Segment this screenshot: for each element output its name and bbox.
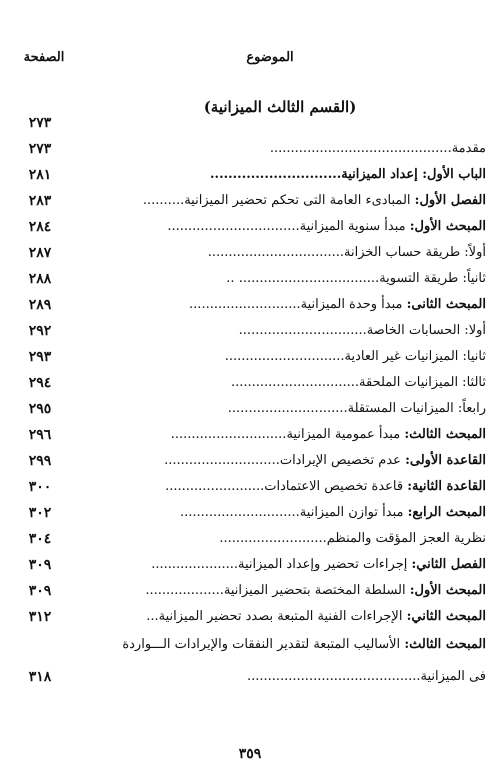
toc-entry-page: ٢٩٤ bbox=[28, 375, 52, 391]
toc-entry-text: ثانياً: طريقة التسوية.................................. .. bbox=[226, 271, 486, 286]
section-page-number: ٢٧٣ bbox=[28, 115, 52, 131]
toc-entry-title: مبدأ عمومية الميزانية............................ bbox=[170, 427, 405, 442]
toc-entry-page: ٢٨١ bbox=[28, 167, 52, 183]
toc-entry-heading: القاعدة الأولى: bbox=[405, 453, 486, 468]
subject-column-header: الموضوع bbox=[246, 50, 294, 65]
toc-entry-heading: المبحث الأول: bbox=[409, 583, 486, 598]
toc-entry bbox=[0, 604, 500, 630]
toc-entry bbox=[0, 396, 500, 422]
toc-entry-text: أولا: الحسابات الخاصة............................... bbox=[238, 323, 486, 338]
toc-entry-text bbox=[81, 188, 486, 214]
toc-entry-heading: المبحث الثالث: bbox=[404, 637, 486, 652]
section-title-row bbox=[0, 110, 500, 136]
toc-entry-text bbox=[81, 422, 486, 448]
toc-entry-text: مقدمة............................................ bbox=[269, 141, 486, 156]
toc-entry-title: المبادىء العامة التى تحكم تحضير الميزانية.......... bbox=[142, 193, 415, 208]
toc-entry-title: إجراءات تحضير وإعداد الميزانية..................... bbox=[151, 557, 412, 572]
toc-entry bbox=[0, 162, 500, 188]
toc-entry bbox=[0, 240, 500, 266]
toc-entry-title: الإجراءات الفنية المتبعة بصدد تحضير الميزانية... bbox=[146, 609, 407, 624]
toc-entry bbox=[0, 214, 500, 240]
toc-entry-title: السلطة المختصة بتحضير الميزانية................... bbox=[145, 583, 410, 598]
toc-entry-text: رابعاً: الميزانيات المستقلة............................. bbox=[227, 401, 486, 416]
toc-entry-text bbox=[81, 552, 486, 578]
toc-entry bbox=[0, 632, 500, 658]
toc-entry-title: مبدأ سنوية الميزانية................................ bbox=[167, 219, 410, 234]
toc-entry bbox=[0, 344, 500, 370]
toc-entry-page: ٣٠٩ bbox=[28, 557, 52, 573]
toc-entry-heading: المبحث الثانى: bbox=[406, 297, 486, 312]
toc-entry-page: ٢٩٩ bbox=[28, 453, 52, 469]
toc-entry-page: ٢٨٧ bbox=[28, 245, 52, 261]
toc-entry-text bbox=[81, 214, 486, 240]
toc-entry-page: ٣٠٠ bbox=[28, 479, 52, 495]
toc-entry bbox=[0, 136, 500, 162]
toc-entry-title: عدم تخصيص الإيرادات............................ bbox=[164, 453, 406, 468]
toc-entry-heading: الفصل الأول: bbox=[414, 193, 486, 208]
toc-entry bbox=[0, 526, 500, 552]
toc-entry-title: مبدأ توازن الميزانية............................. bbox=[179, 505, 408, 520]
toc-entry-text bbox=[81, 578, 486, 604]
toc-entry bbox=[0, 474, 500, 500]
toc-entry-text bbox=[81, 632, 486, 658]
toc-entry-heading: الفصل الثاني: bbox=[411, 557, 486, 572]
toc-entry-page: ٣٠٩ bbox=[28, 583, 52, 599]
toc-entry-page: ٣٠٢ bbox=[28, 505, 52, 521]
toc-entry-heading: المبحث الثالث: bbox=[404, 427, 486, 442]
toc-entry-text: أولاً: طريقة حساب الخزانة................................. bbox=[207, 245, 486, 260]
toc-entry bbox=[0, 552, 500, 578]
toc-entry-title: مبدأ وحدة الميزانية........................... bbox=[189, 297, 407, 312]
toc-entry bbox=[0, 500, 500, 526]
toc-entry-title: قاعدة تخصيص الاعتمادات........................ bbox=[165, 479, 408, 494]
toc-entry-heading: المبحث الرابع: bbox=[407, 505, 486, 520]
toc-entry-page: ٢٨٨ bbox=[28, 271, 52, 287]
toc-entry-heading: المبحث الأول: bbox=[409, 219, 486, 234]
toc-entry-text: نظرية العجز المؤقت والمنظم.......................... bbox=[219, 531, 486, 546]
toc-entry bbox=[0, 318, 500, 344]
toc-entry-page: ٢٩٦ bbox=[28, 427, 52, 443]
toc-entry-text: فى الميزانية.......................................... bbox=[246, 669, 486, 684]
page-number: ٣٥٩ bbox=[238, 746, 262, 762]
toc-entry bbox=[0, 664, 500, 690]
toc-entry-page: ٢٨٩ bbox=[28, 297, 52, 313]
toc-entry-page: ٢٨٤ bbox=[28, 219, 52, 235]
toc-entry-heading: المبحث الثاني: bbox=[406, 609, 486, 624]
toc-entry-page: ٣١٢ bbox=[28, 609, 52, 625]
toc-entry-heading: القاعدة الثانية: bbox=[407, 479, 486, 494]
toc-entry-page: ٣٠٤ bbox=[28, 531, 52, 547]
toc-entry-page: ٢٨٣ bbox=[28, 193, 52, 209]
toc-entry-text bbox=[81, 448, 486, 474]
toc-entry bbox=[0, 422, 500, 448]
toc-entry bbox=[0, 266, 500, 292]
toc-entry-page: ٢٩٥ bbox=[28, 401, 52, 417]
toc-entry-text bbox=[81, 474, 486, 500]
toc-entry bbox=[0, 188, 500, 214]
toc-entry-text bbox=[81, 292, 486, 318]
toc-entry-text: الباب الأول: إعداد الميزانية............................. bbox=[210, 167, 486, 182]
toc-entry-page: ٢٩٢ bbox=[28, 323, 52, 339]
toc-entry-text bbox=[81, 500, 486, 526]
toc-entry-text bbox=[81, 604, 486, 630]
toc-entry-text: ثالثا: الميزانيات الملحقة............................... bbox=[230, 375, 486, 390]
toc-entry-page: ٢٧٣ bbox=[28, 141, 52, 157]
section-title: (القسم الثالث الميزانية) bbox=[203, 98, 357, 116]
toc-entry-page: ٣١٨ bbox=[28, 669, 52, 685]
toc-entry-text: ثانيا: الميزانيات غير العادية............................. bbox=[224, 349, 486, 364]
toc-entry bbox=[0, 578, 500, 604]
table-header bbox=[0, 50, 500, 74]
toc-entry bbox=[0, 448, 500, 474]
toc-entry bbox=[0, 370, 500, 396]
toc-entry bbox=[0, 292, 500, 318]
page-column-header: الصفحة bbox=[23, 50, 65, 65]
toc-entry-title: الأساليب المتبعة لتقدير النفقات والإيرادات الـــواردة bbox=[122, 637, 405, 652]
toc-entry-page: ٢٩٣ bbox=[28, 349, 52, 365]
